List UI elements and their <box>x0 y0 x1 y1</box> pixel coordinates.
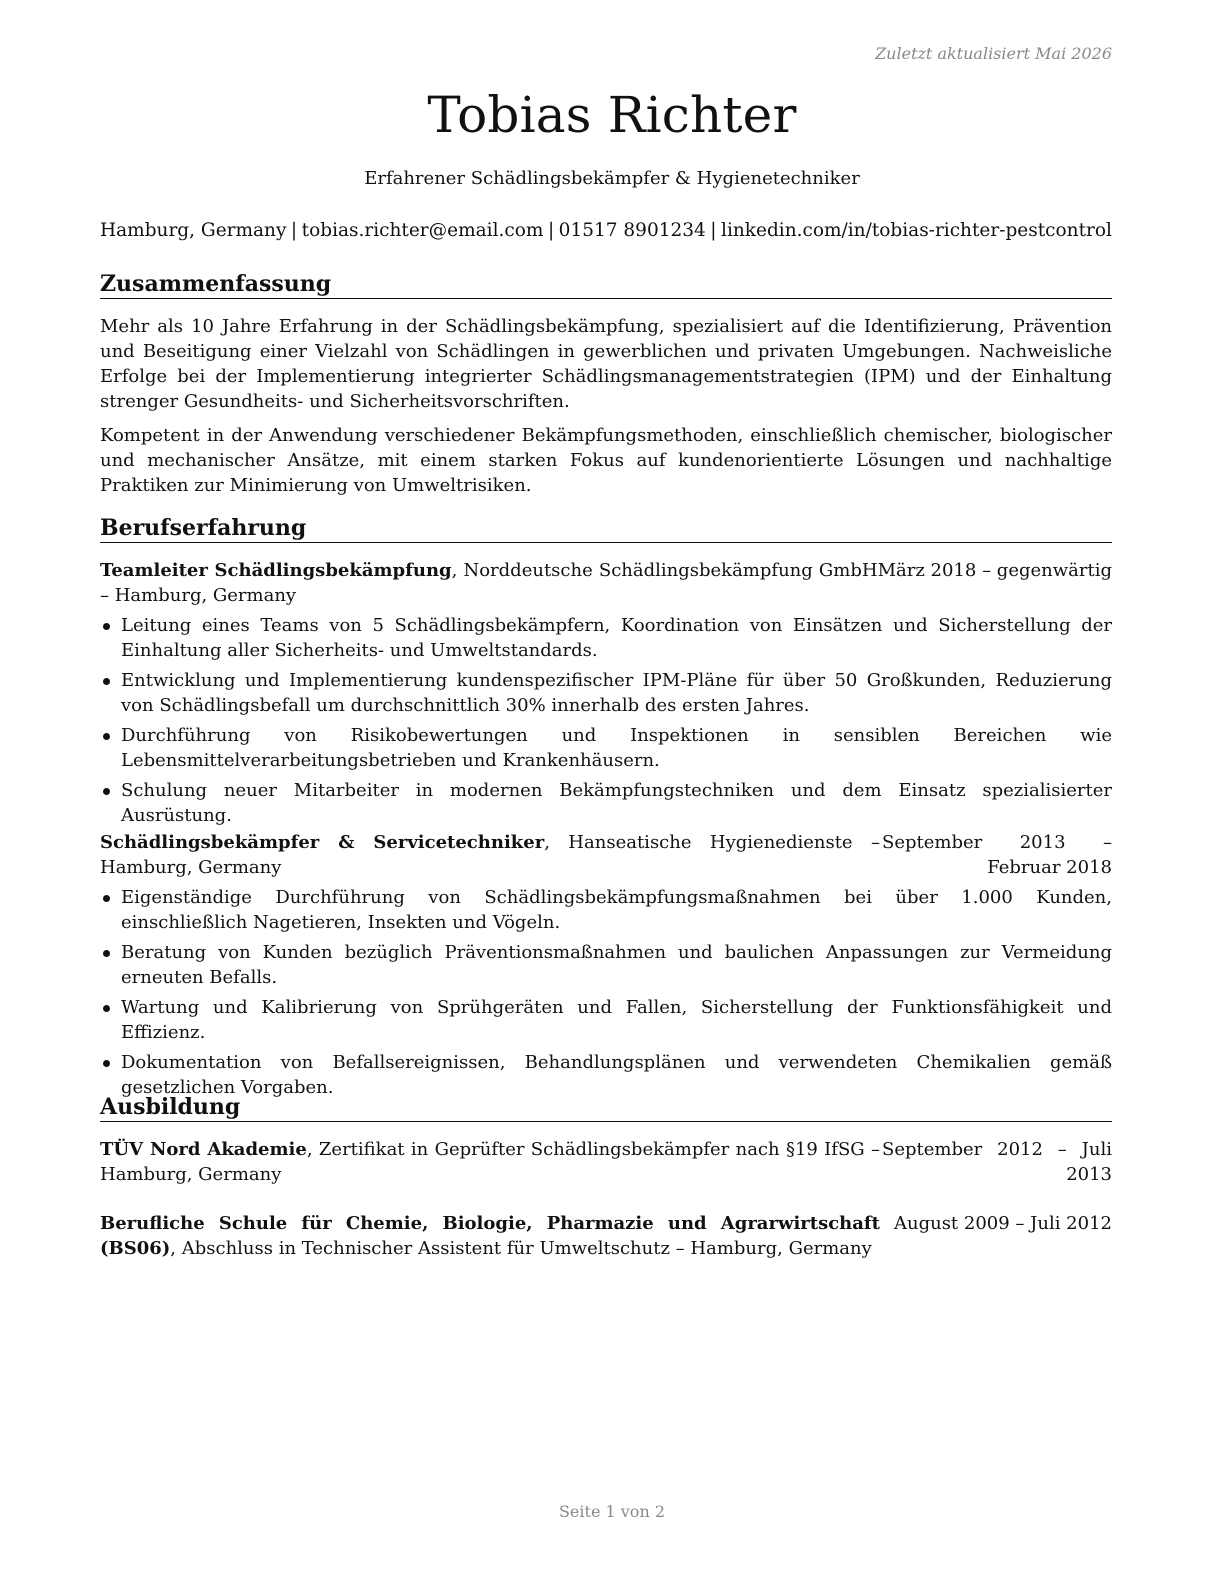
education-dates: August 2009 – Juli 2012 <box>893 1213 1112 1234</box>
list-item: Dokumentation von Befallsereignissen, Behandlungsplänen und verwendeten Chemikalien gemäß gesetzlichen Vorgaben. <box>100 1050 1112 1100</box>
list-item: Schulung neuer Mitarbeiter in modernen Bekämpfungstechniken und dem Einsatz spezialisierter Ausrüstung. <box>100 778 1112 828</box>
list-item: Leitung eines Teams von 5 Schädlingsbekämpfern, Koordination von Einsätzen und Sicherstellung der Einhaltung aller Sicherheits- und Umweltstandards. <box>100 613 1112 663</box>
contact-separator: | <box>290 220 298 241</box>
job-bullets <box>100 885 1112 1100</box>
education-institution: Berufliche Schule für Chemie, Biologie, Pharmazie und Agrarwirtschaft (BS06) <box>100 1213 880 1259</box>
job-dates: März 2018 – gegenwärtig <box>877 560 1112 581</box>
candidate-tagline: Erfahrener Schädlingsbekämpfer & Hygienetechniker <box>364 168 860 189</box>
education-title-line <box>100 1211 880 1261</box>
education-dates: September 2012 – Juli 2013 <box>882 1139 1112 1185</box>
summary-section <box>100 314 1112 507</box>
contact-linkedin[interactable]: linkedin.com/in/tobias-richter-pestcontrol <box>721 220 1112 241</box>
list-item: Durchführung von Risikobewertungen und Inspektionen in sensiblen Bereichen wie Lebensmittelverarbeitungsbetrieben und Krankenhäusern. <box>100 723 1112 773</box>
list-item: Eigenständige Durchführung von Schädlingsbekämpfungsmaßnahmen bei über 1.000 Kunden, einschließlich Nagetieren, Insekten und Vögeln. <box>100 885 1112 935</box>
education-institution: TÜV Nord Akademie <box>100 1139 307 1160</box>
job-role: Teamleiter Schädlingsbekämpfung <box>100 560 452 581</box>
job-entry <box>100 558 1112 833</box>
section-title-experience: Berufserfahrung <box>100 515 1112 543</box>
section-title-education: Ausbildung <box>100 1094 1112 1122</box>
summary-paragraph: Mehr als 10 Jahre Erfahrung in der Schädlingsbekämpfung, spezialisiert auf die Identifizierung, Prävention und Beseitigung einer Vielzahl von Schädlingen in gewerblichen und privaten Umgebungen. Nachweisliche Erfolge bei der Implementierung integrierter Schädlingsmanagementstrategien (IPM) und der Einhaltung strenger Gesundheits- und Sicherheitsvorschriften. <box>100 316 1112 412</box>
contact-email[interactable]: tobias.richter@email.com <box>301 220 544 241</box>
education-entry <box>100 1211 1112 1261</box>
education-details: , Abschluss in Technischer Assistent für Umweltschutz – Hamburg, Germany <box>170 1238 872 1259</box>
job-title-line <box>100 558 878 608</box>
job-dates: September 2013 – Februar 2018 <box>882 832 1112 878</box>
contact-separator: | <box>710 220 717 241</box>
job-header <box>100 830 1112 880</box>
job-role: Schädlingsbekämpfer & Servicetechniker <box>100 832 545 853</box>
education-header <box>100 1137 1112 1187</box>
job-bullets <box>100 613 1112 828</box>
job-title-line <box>100 830 880 880</box>
last-updated-note: Zuletzt aktualisiert Mai 2026 <box>875 44 1112 63</box>
list-item: Entwicklung und Implementierung kundenspezifischer IPM-Pläne für über 50 Großkunden, Reduzierung von Schädlingsbefall um durchschnittlich 30% innerhalb des ersten Jahres. <box>100 668 1112 718</box>
list-item: Wartung und Kalibrierung von Sprühgeräten und Fallen, Sicherstellung der Funktionsfähigkeit und Effizienz. <box>100 995 1112 1045</box>
education-details: , Zertifikat in Geprüfter Schädlingsbekämpfer nach §19 IfSG – Hamburg, Germany <box>100 1139 881 1185</box>
job-details: , Norddeutsche Schädlingsbekämpfung GmbH – Hamburg, Germany <box>100 560 878 606</box>
list-item: Beratung von Kunden bezüglich Präventionsmaßnahmen und baulichen Anpassungen zur Vermeidung erneuten Befalls. <box>100 940 1112 990</box>
job-header <box>100 558 1112 608</box>
page-number: Seite 1 von 2 <box>558 1502 666 1521</box>
education-header <box>100 1211 1112 1261</box>
candidate-name: Tobias Richter <box>427 86 797 144</box>
job-entry <box>100 830 1112 1105</box>
education-entry <box>100 1137 1112 1187</box>
contact-line <box>100 220 1112 241</box>
education-title-line <box>100 1137 880 1187</box>
contact-location: Hamburg, Germany <box>100 220 287 241</box>
contact-separator: | <box>547 220 555 241</box>
contact-phone[interactable]: 01517 8901234 <box>558 220 706 241</box>
job-details: , Hanseatische Hygienedienste – Hamburg, Germany <box>100 832 880 878</box>
section-title-summary: Zusammenfassung <box>100 271 1112 299</box>
summary-paragraph: Kompetent in der Anwendung verschiedener Bekämpfungsmethoden, einschließlich chemischer, biologischer und mechanischer Ansätze, mit einem starken Fokus auf kundenorientierte Lösungen und nachhaltige Praktiken zur Minimierung von Umweltrisiken. <box>100 425 1112 496</box>
